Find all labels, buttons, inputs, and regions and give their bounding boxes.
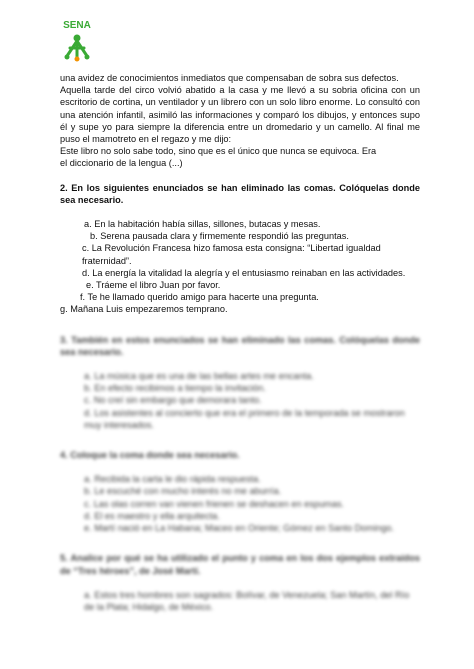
list-item: b. Serena pausada clara y firmemente respondió las preguntas. bbox=[90, 231, 349, 242]
list-item: c. Las olas corren van vienen frienen se deshacen en espumas. bbox=[84, 498, 344, 509]
list-item: b. Le escuché con mucho interés no me aburría. bbox=[84, 486, 282, 497]
intro-line-3: Este libro no solo sabe todo, sino que es el único que nunca se equivoca. Era bbox=[60, 146, 377, 157]
section-4-list bbox=[60, 473, 420, 534]
section-3-heading: 3. También en estos enunciados se han eliminado las comas. Colóquelas donde sea necesario. bbox=[60, 334, 420, 357]
list-item: d. La energía la vitalidad la alegría y el entusiasmo reinaban en las actividades. bbox=[82, 267, 406, 278]
document-body bbox=[60, 72, 420, 613]
list-item: f. Te he llamado querido amigo para hacerte una pregunta. bbox=[80, 292, 319, 303]
list-item: c. No creí sin embargo que demorara tanto. bbox=[84, 395, 262, 406]
section-2-heading: 2. En los siguientes enunciados se han eliminado las comas. Colóquelas donde sea necesario. bbox=[60, 182, 420, 205]
section-4-heading: 4. Coloque la coma donde sea necesario. bbox=[60, 450, 240, 461]
logo-text: SENA bbox=[63, 20, 91, 31]
intro-line-4: el diccionario de la lengua (...) bbox=[60, 158, 183, 169]
list-item: e. Martí nació en La Habana; Maceo en Oriente; Gómez en Santo Domingo. bbox=[84, 523, 394, 534]
list-item: a. En la habitación había sillas, sillones, butacas y mesas. bbox=[84, 219, 321, 230]
list-item: e. Tráeme el libro Juan por favor. bbox=[86, 280, 221, 291]
sena-logo bbox=[54, 18, 100, 64]
section-5-heading: 5. Analice por qué se ha utilizado el punto y coma en los dos ejemplos extraídos de “Tres héroes”, de José Martí. bbox=[60, 553, 420, 576]
list-item: d. El es maestro y ella arquitecta. bbox=[84, 510, 220, 521]
list-item: c. La Revolución Francesa hizo famosa esta consigna: “Libertad igualdad fraternidad”. bbox=[82, 243, 381, 266]
list-item: a. La música que es una de las bellas artes me encanta. bbox=[84, 371, 314, 382]
intro-line-1: una avidez de conocimientos inmediatos que compensaban de sobra sus defectos. bbox=[60, 73, 399, 83]
list-item: b. En efecto recibimos a tiempo la invitación. bbox=[84, 383, 266, 394]
list-item: g. Mañana Luis empezaremos temprano. bbox=[60, 304, 228, 315]
sena-logo-icon bbox=[54, 18, 100, 64]
list-item: a. Estos tres hombres son sagrados: Bolívar, de Venezuela; San Martín, del Río de la Plata; Hidalgo, de México. bbox=[84, 589, 410, 612]
section-3-list bbox=[60, 370, 420, 431]
list-item: a. Recibida la carta le dio rápida respuesta. bbox=[84, 474, 261, 485]
section-2-list bbox=[60, 218, 420, 316]
intro-paragraph: Aquella tarde del circo volvió abatido a la casa y me llevó a su sobria oficina con un escritorio de cortina, un ventilador y un librero con un solo libro enorme. Lo consultó con una atención infantil, asimiló las informaciones y comparó los dibujos, y entonces supo él y supe yo para siempre la diferencia entre un dromedario y un camello. Al final me puso el mamotreto en el regazo y me dijo: bbox=[60, 85, 420, 145]
list-item: d. Los asistentes al concierto que era el primero de la temporada se mostraron muy interesados. bbox=[84, 407, 405, 430]
blurred-preview-region bbox=[60, 334, 420, 613]
section-5-list bbox=[60, 589, 420, 613]
